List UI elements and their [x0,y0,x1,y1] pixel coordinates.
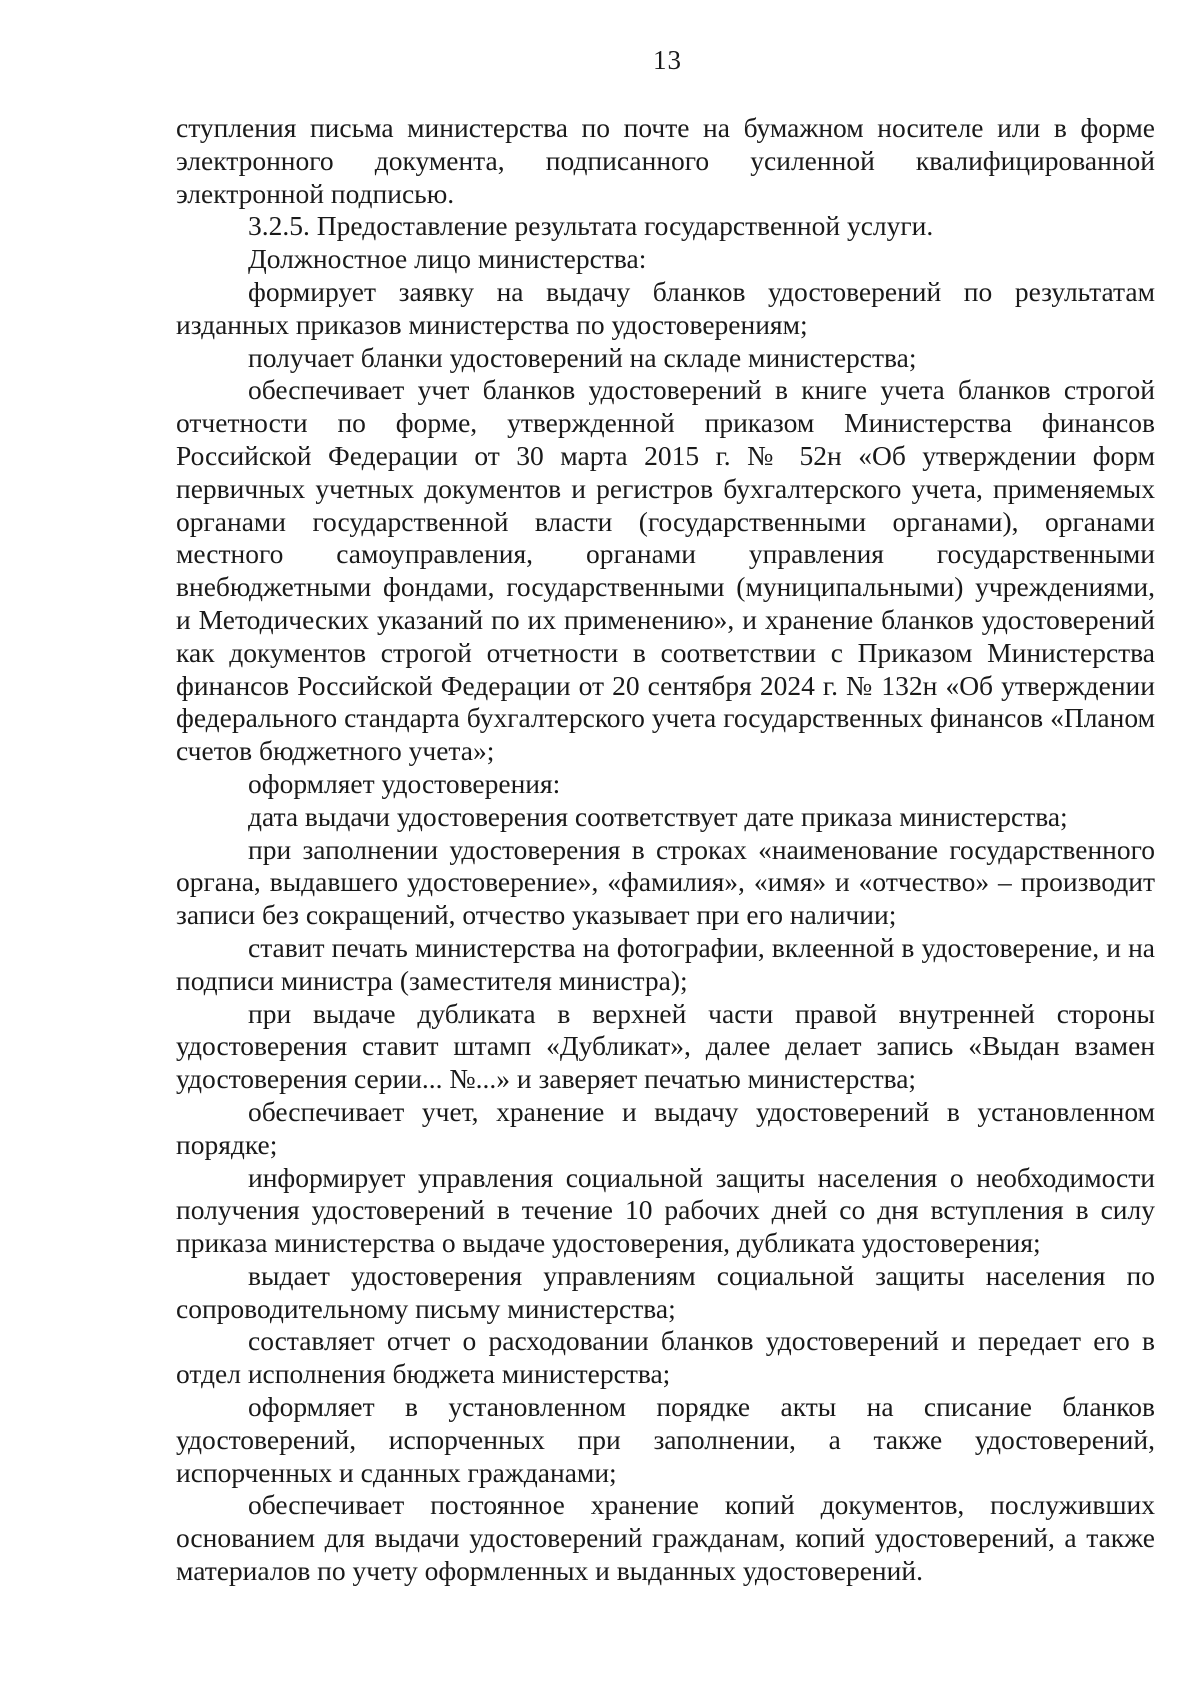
paragraph: дата выдачи удостоверения соответствует дате приказа министерства; [248,800,1068,832]
paragraph: при выдаче дубликата в верхней части правой внутренней стороны удостоверения ставит штамп «Дубликат», далее делает запись «Выдан взамен удостоверения серии... №...» и заверяет печатью министерства; [176,997,1155,1095]
paragraph: Должностное лицо министерства: [248,243,647,275]
document-body [176,112,1155,1588]
paragraph: 3.2.5. Предоставление результата государственной услуги. [248,210,934,242]
paragraph: получает бланки удостоверений на складе министерства; [248,341,917,373]
paragraph: выдает удостоверения управлениям социальной защиты населения по сопроводительному письму министерства; [176,1259,1155,1324]
paragraph: оформляет в установленном порядке акты на списание бланков удостоверений, испорченных при заполнении, а также удостоверений, испорченных и сданных гражданами; [176,1391,1155,1488]
paragraph: ставит печать министерства на фотографии, вклеенной в удостоверение, и на подписи министра (заместителя министра); [176,931,1155,996]
paragraph: обеспечивает учет бланков удостоверений в книге учета бланков строгой отчетности по форме, утвержденной приказом Министерства финансов Российской Федерации от 30 марта 2015 г. № 52н «Об утверждении форм первичных учетных документов и регистров бухгалтерского учета, применяемых органами государственной власти (государственными органами), органами местного самоуправления, органами управления государственными внебюджетными фондами, государственными (муниципальными) учреждениями, и Методических указаний по их применению», и хранение бланков удостоверений как документов строгой отчетности в соответствии с Приказом Министерства финансов Российской Федерации от 20 сентября 2024 г. № 132н «Об утверждении федерального стандарта бухгалтерского учета государственных финансов «Планом счетов бюджетного учета»; [176,374,1155,767]
page-number: 13 [653,45,682,75]
paragraph: формирует заявку на выдачу бланков удостоверений по результатам изданных приказов министерства по удостоверениям; [176,275,1155,340]
paragraph: информирует управления социальной защиты населения о необходимости получения удостоверений в течение 10 рабочих дней со дня вступления в силу приказа министерства о выдаче удостоверения, дубликата удостоверения; [176,1161,1155,1259]
paragraph: обеспечивает учет, хранение и выдачу удостоверений в установленном порядке; [176,1095,1155,1160]
paragraph: составляет отчет о расходовании бланков удостоверений и передает его в отдел исполнения бюджета министерства; [176,1325,1155,1390]
paragraph: обеспечивает постоянное хранение копий документов, послуживших основанием для выдачи удостоверений гражданам, копий удостоверений, а также материалов по учету оформленных и выданных удостоверений. [176,1489,1155,1587]
paragraph: при заполнении удостоверения в строках «наименование государственного органа, выдавшего удостоверение», «фамилия», «имя» и «отчество» – производит записи без сокращений, отчество указывает при его наличии; [176,833,1155,931]
paragraph: оформляет удостоверения: [248,767,561,799]
paragraph: ступления письма министерства по почте на бумажном носителе или в форме электронного документа, подписанного усиленной квалифицированной электронной подписью. [176,112,1155,209]
